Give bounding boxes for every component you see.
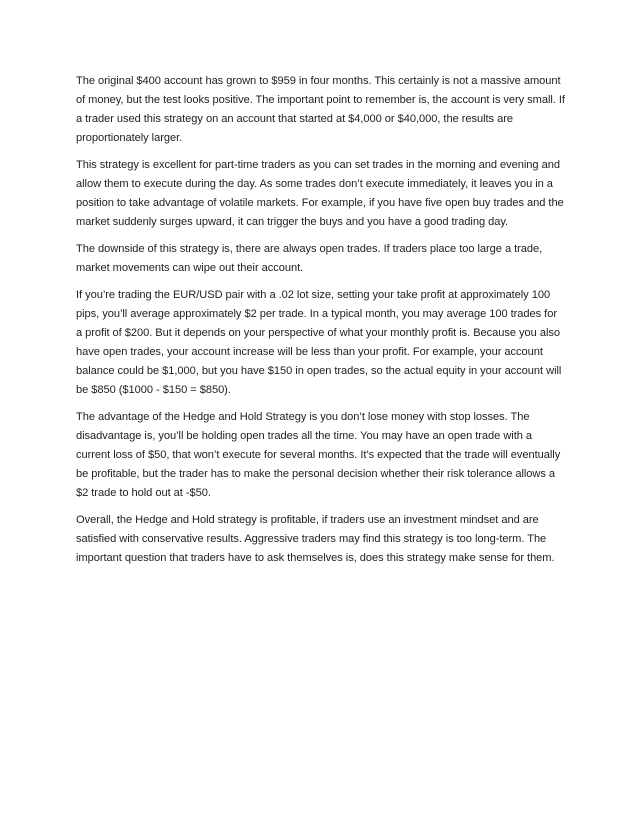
document-body <box>76 72 566 576</box>
paragraph-eur-usd-example: If you’re trading the EUR/USD pair with a .02 lot size, setting your take profit at approximately 100 pips, you’ll average approximately $2 per trade. In a typical month, you may average 100 trades for a profit of $200. But it depends on your perspective of what your monthly profit is. Because you also have open trades, your account increase will be less than your profit. For example, your account balance could be $1,000, but you have $150 in open trades, so the actual equity in your account will be $850 ($1000 - $150 = $850). <box>76 289 562 396</box>
paragraph-overall: Overall, the Hedge and Hold strategy is profitable, if traders use an investment mindset and are satisfied with conservative results. Aggressive traders may find this strategy is too long-term. The important question that traders have to ask themselves is, does this strategy make sense for them. <box>76 514 555 564</box>
paragraph-part-time-traders: This strategy is excellent for part-time traders as you can set trades in the morning and evening and allow them to execute during the day. As some trades don’t execute immediately, it leaves you in a position to take advantage of volatile markets. For example, if you have five open buy trades and the market suddenly surges upward, it can trigger the buys and you have a good trading day. <box>76 159 564 228</box>
paragraph-account-growth: The original $400 account has grown to $959 in four months. This certainly is not a massive amount of money, but the test looks positive. The important point to remember is, the account is very small. If a trader used this strategy on an account that started at $4,000 or $40,000, the results are proportionately larger. <box>76 75 565 144</box>
paragraph-downside: The downside of this strategy is, there are always open trades. If traders place too large a trade, market movements can wipe out their account. <box>76 243 543 274</box>
paragraph-advantage: The advantage of the Hedge and Hold Strategy is you don’t lose money with stop losses. The disadvantage is, you’ll be holding open trades all the time. You may have an open trade with a current loss of $50, that won’t execute for several months. It’s expected that the trade will eventually be profitable, but the trader has to make the personal decision whether their risk tolerance allows a $2 trade to hold out at -$50. <box>76 411 561 499</box>
